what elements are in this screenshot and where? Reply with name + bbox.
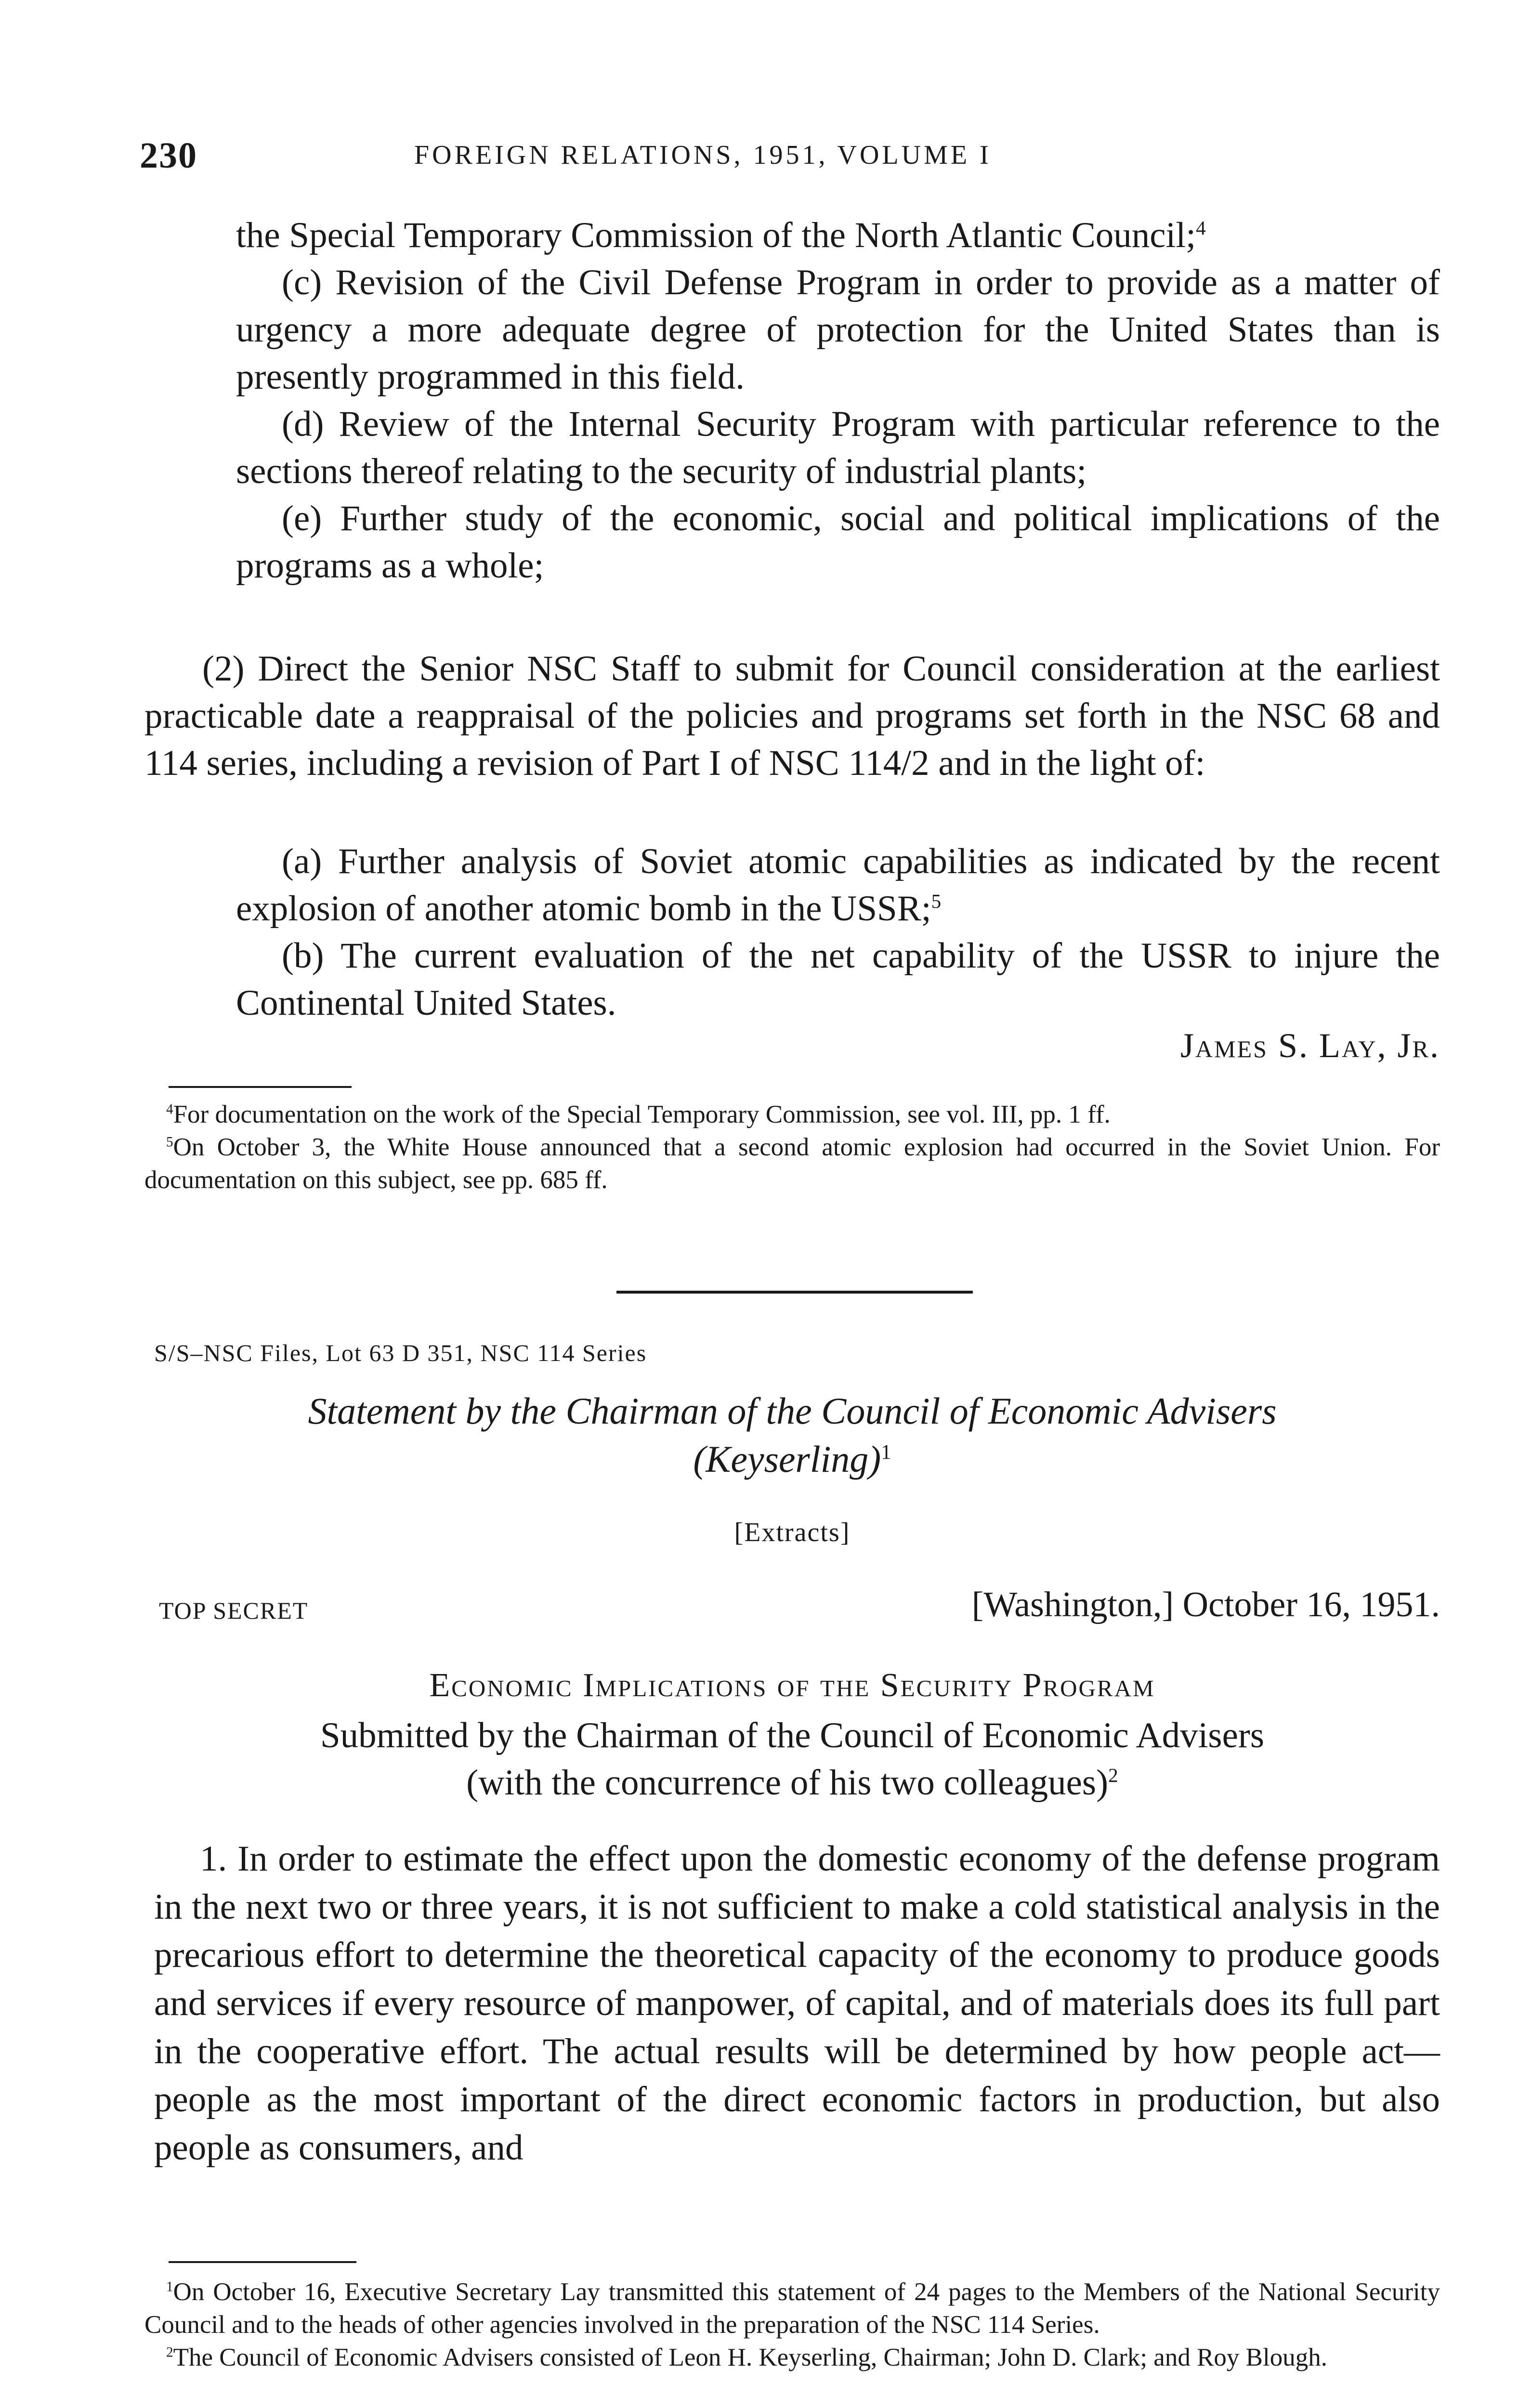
source-citation: S/S–NSC Files, Lot 63 D 351, NSC 114 Series xyxy=(154,1339,647,1366)
paragraph-1: 1. In order to estimate the effect upon the domestic economy of the defense program in the next two or three years, it is not sufficient to make a cold statistical analysis in the precarious effort to determine the theoretical capacity of the economy to produce goods and services if every resource of manpower, of capital, and of materials does its full part in the cooperative effort. The actual results will be determined by how people act—people as the most important of the direct economic factors in production, but also people as consumers, and xyxy=(154,1839,1440,2168)
footnote-ref-1: 1 xyxy=(881,1441,891,1464)
footnote-2-text: The Council of Economic Advisers consisted of Leon H. Keyserling, Chairman; John D. Clark; and Roy Blough. xyxy=(173,2343,1327,2371)
extracts-label: [Extracts] xyxy=(734,1518,851,1547)
footnote-5 xyxy=(144,1131,1440,1196)
footnote-4 xyxy=(144,1098,1440,1131)
footnote-5-mark: 5 xyxy=(166,1134,173,1150)
submitted-line-2: (with the concurrence of his two colleagues) xyxy=(466,1763,1109,1803)
item-2b: (b) The current evaluation of the net capability of the USSR to injure the Continental United States. xyxy=(236,936,1440,1023)
paragraph-2: (2) Direct the Senior NSC Staff to submit for Council consideration at the earliest practicable date a reappraisal of the policies and programs set forth in the NSC 68 and 114 series, including a revision of Part I of NSC 114/2 and in the light of: xyxy=(144,649,1440,783)
signature: James S. Lay, Jr. xyxy=(1180,1026,1440,1065)
item-c: (c) Revision of the Civil Defense Program in order to provide as a matter of urgency a more adequate degree of protection for the United States than is presently programmed in this field. xyxy=(236,262,1440,397)
footnotes-bottom xyxy=(144,2276,1440,2374)
footnote-2 xyxy=(144,2341,1440,2374)
paragraph-2-block xyxy=(144,645,1440,787)
footnote-rule-top xyxy=(169,1086,352,1088)
page-number: 230 xyxy=(140,135,197,176)
continuation-block xyxy=(236,212,1440,589)
section-heading: Economic Implications of the Security Program xyxy=(429,1667,1155,1704)
classification: TOP SECRET xyxy=(159,1597,309,1624)
item-e: (e) Further study of the economic, social and political implications of the programs as a whole; xyxy=(236,498,1440,586)
continuation-text: the Special Temporary Commission of the North Atlantic Council; xyxy=(236,215,1196,255)
footnote-rule-bottom xyxy=(169,2261,356,2263)
title-line-2-wrap xyxy=(144,1435,1440,1483)
running-header xyxy=(140,135,1440,183)
item-2a-text: (a) Further analysis of Soviet atomic capabilities as indicated by the recent explosion of another atomic bomb in the USSR; xyxy=(236,841,1440,929)
footnote-4-mark: 4 xyxy=(166,1101,173,1117)
continuation-paragraph xyxy=(236,212,1440,259)
footnote-ref-5: 5 xyxy=(931,890,942,912)
footnote-1 xyxy=(144,2276,1440,2341)
title-line-2: (Keyserling) xyxy=(693,1438,881,1480)
submitted-line-2-wrap xyxy=(144,1759,1440,1806)
footnotes-top xyxy=(144,1098,1440,1196)
submitted-by xyxy=(144,1712,1440,1806)
footnote-1-text: On October 16, Executive Secretary Lay transmitted this statement of 24 pages to the Members of the National Security Council and to the heads of other agencies involved in the preparation of the NSC 114 Series. xyxy=(144,2278,1440,2339)
document-title xyxy=(144,1387,1440,1483)
title-line-1: Statement by the Chairman of the Council of Economic Advisers xyxy=(308,1390,1277,1432)
footnote-5-text: On October 3, the White House announced that a second atomic explosion had occurred in the Soviet Union. For documentation on this subject, see pp. 685 ff. xyxy=(144,1133,1440,1194)
section-divider xyxy=(616,1291,973,1294)
footnote-2-mark: 2 xyxy=(166,2344,173,2360)
submitted-line-1: Submitted by the Chairman of the Council of Economic Advisers xyxy=(320,1715,1265,1755)
place-date: [Washington,] October 16, 1951. xyxy=(971,1585,1440,1624)
footnote-1-mark: 1 xyxy=(166,2279,173,2295)
item-d: (d) Review of the Internal Security Program with particular reference to the sections thereof relating to the security of industrial plants; xyxy=(236,404,1440,491)
paragraph-1-block xyxy=(154,1835,1440,2172)
running-title: FOREIGN RELATIONS, 1951, VOLUME I xyxy=(414,140,992,170)
item-2a xyxy=(236,838,1440,932)
footnote-ref-4: 4 xyxy=(1196,217,1206,239)
footnote-ref-2: 2 xyxy=(1108,1764,1118,1786)
paragraph-2-items xyxy=(236,838,1440,1027)
footnote-4-text: For documentation on the work of the Special Temporary Commission, see vol. III, pp. 1 ff. xyxy=(173,1100,1111,1128)
